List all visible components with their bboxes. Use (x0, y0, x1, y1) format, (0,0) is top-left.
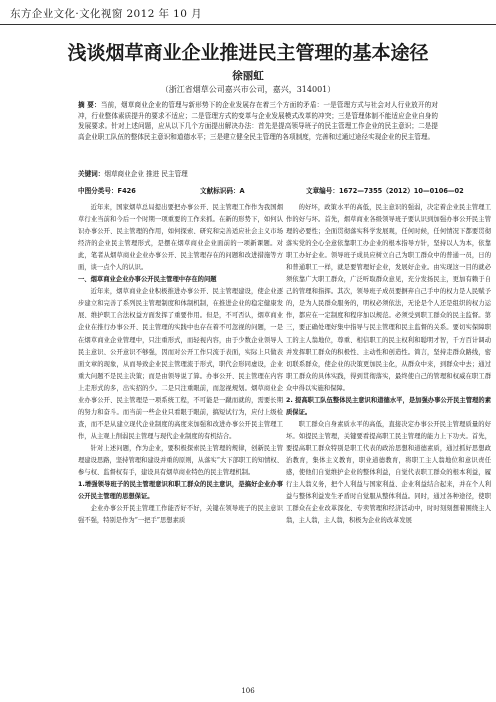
body-paragraph: 的好坏，政策水平的高低，民主意识的强弱，决定着企业民主管理工作的好与坏。首先，烟草商业各级领导班子要认识到加强办事公开民主管理的必要性；全面贯彻落实科学发展观，任何时候，任何情况下都要贯彻落实党的全心全意依靠职工办企业的根本指导方针，坚持以人为本，依靠职工办好企业。领导班子成员应树立自己为职工群众中的普通一员，日的和普通职工一样，就是要管理好企业，发展好企业。由实现这一目的就必须依靠广大职工群众，广泛听取群众意见，充分发扬民主，更加有赖于自己的管理和指挥。其次，领导班子成员要摒弃自己手中的权力是人民赋予的，是为人民群众服务的，明权必须依法，无论是个人还是组织的权力运作，都应在一定制度和程序加以规范。必须受到职工群众的民主监督。第三，要正确处理好集中指导与民主管理和民主监督的关系。要切实保障职工的主人翁地位，尊重、相信职工的民主权利和聪明才智，千方百计调动并发挥职工群众的积极性、主动性和创造性。简言，坚持走群众路线，密切联系群众，使企业的决策更加民主化，从群众中来，到群众中去；通过职工群众的具体实践，得到贯彻落实，最终使自己的管理和权威在职工群众中得以实施和保障。 (286, 204, 491, 392)
body-column-right (286, 202, 491, 527)
section-heading: 1.增强领导班子的民主管理意识和职工群众的民主意识，是搞好企业办事公开民主管理的思想保证。 (78, 481, 283, 501)
body-paragraph: 近年来，国家烟草总局提出要把办事公开、民主管理工作作为我国烟草行业当前和今后一个时期一项重要的工作来抓。在新的形势下，如何认识办事公开、民主管理的作用，如何探索、研究和完善适应社会主义市场经济的企业民主管理形式，是摆在烟草商业企业面前的一项新课题。对此，笔者从烟草商业企业办事公开、民主管理存在的问题和改进措施等方面，谈一点个人的认识。 (78, 204, 283, 272)
document-code: 文献标识码：A (200, 187, 245, 195)
page-number: 106 (241, 687, 255, 695)
body-paragraph: 职工群众自身素质水平的高低，直接决定办事公开民主管理质量的好坏。如提民主管理，关键要看提高职工民主管理的能力上下功夫。首先，要提高职工群众特别是职工代表的政治思想和道德素质，通过抓好思想政治教育，集体主义教育，职业道德教育，将职工主人翁地位和意识责任感，使他们自觉维护企业的整体利益，自觉代表职工群众的根本利益，履行主人翁义务，把个人利益与国家利益、企业利益结合起来，并在个人利益与整体利益发生矛盾时自觉服从整体利益。同时，通过各种途径，使职工群众在企业改革深化、专卖管理和经济活动中，时时刻刻想着围绕主人翁，主人翁，主人翁，积极为企业的改革发展 (286, 420, 491, 525)
article-title: 浅谈烟草商业企业推进民主管理的基本途径 (67, 42, 429, 64)
article-number: 文章编号：1672—7355（2012）10—0106—02 (306, 187, 464, 195)
keywords-text: 烟草商业企业 推进 民主管理 (104, 170, 188, 178)
abstract (78, 100, 438, 142)
journal-header (0, 0, 496, 25)
keywords-label: 关键词： (78, 170, 105, 178)
body-paragraph: 近年来，烟草商业企业积极推进办事公开、民主管理建设，使企业逐步建立和完善了系列民主管理制度和体制机制，在推进企业的稳定健康发展、维护职工合法权益方面发挥了重要作用。但是，不可否认，烟草商业企业在推行办事公开、民主管理的实践中也存在着不可忽视的问题，一是在烟草商业企业管理中，只注重形式，而轻视内容，由于少数企业领导人民主意识、公开意识不够强，因而对公开工作只流于表面，实际上只做表面文章的现象，从而导致企业民主管理流于形式，职代会形同虚设，企业重大问题不是民主决策；而是由领导说了算。办事公开、民主管理在内容上走形式的多，出实招的少。二是只注重眼前，而忽视规划。烟草商业企业办事公开、民主管理是一项系统工程，不可能是一蹴而就的，需要长期的努力和奋斗。而当前一些企业只看眼于眼前，搞短试行为，应付上级检查，而不是从建立现代企业制度的高度来加强和改进办事公开民主管理工作，从主观上削弱民主管理与现代企业制度的有机结合。 (78, 288, 283, 440)
body-paragraph: 针对上述问题，作为企业，要积极探索民主管理的规律，创新民主管理建设思路，坚持管理和建设并重的原则，从落实“大下部职工的知情权、参与权、监督权有手，建设具有烟草商业特色的民主管理机制。 (78, 444, 283, 477)
body-column-left (78, 202, 283, 527)
journal-name: 东方企业文化·文化视窗 2012 年 10 月 (10, 8, 202, 20)
keywords (78, 169, 438, 179)
abstract-label: 摘 要： (78, 101, 101, 109)
body-paragraph: 企业办事公开民主管理工作能否好不好，关键在领导班子的民主意识强不强，特别是作为“一把手”思想素质 (78, 505, 283, 525)
section-heading: 一、烟草商业企业办事公开民主管理中存在的问题 (78, 276, 217, 284)
section-heading: 2. 提高职工队伍整体民主意识和道德水平，是加强办事公开民主管理的素质保证。 (286, 396, 491, 416)
abstract-text: 当前，烟草商业企业的管理与新形势下的企业发展存在着三个方面的矛盾：一是管理方式与社会对人行业放开的对冲，行业整体素质提升的要求不适应；二是管理方式的变革与企业发展模式改革的冲突；三是管理体制不能适应企业自身的发展要求。针对上述问题，应从以下几个方面提出解决办法：首先是提高领导班子的民主管理工作企业的民主意识；二是提高企业职工队伍的整体民主意识和道德水平；三是建立健全民主管理的各项制度，完善和过通过途径实现企业的民主管理。 (78, 101, 439, 141)
author-affiliation: （浙江省烟草公司嘉兴市公司，嘉兴，314001） (160, 85, 336, 94)
article-author: 徐丽虹 (232, 70, 264, 82)
clc-number: 中图分类号：F426 (78, 187, 136, 195)
